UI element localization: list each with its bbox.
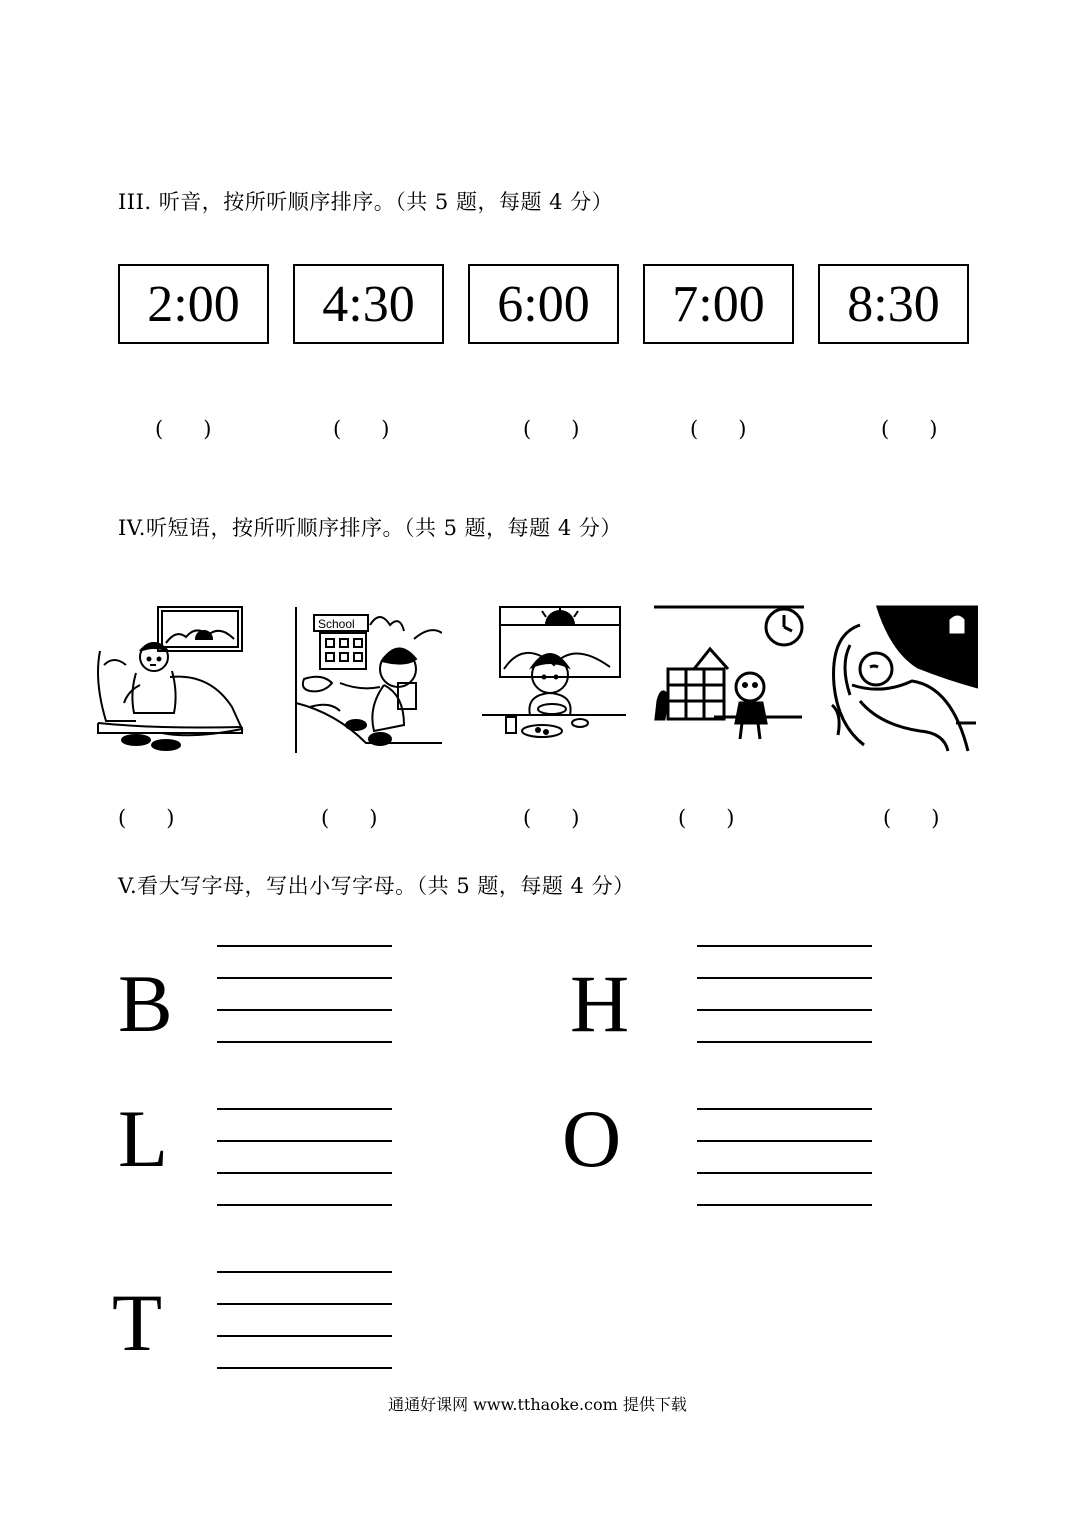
section-3-heading: III. 听音，按所听顺序排序。（共 5 题，每题 4 分） bbox=[118, 190, 614, 214]
section-4-heading: IV.听短语，按所听顺序排序。（共 5 题，每题 4 分） bbox=[118, 516, 622, 540]
footer-text: 通通好课网 www.tthaoke.com 提供下载 bbox=[388, 1395, 687, 1414]
capital-letter-l: L bbox=[118, 1093, 169, 1184]
writing-lines-t[interactable] bbox=[217, 1271, 392, 1399]
time-box-1: 2:00 bbox=[118, 264, 269, 344]
answer-blank-3-4[interactable]: ( ) bbox=[690, 417, 747, 441]
answer-blank-4-1[interactable]: ( ) bbox=[118, 806, 175, 830]
time-box-2: 4:30 bbox=[293, 264, 444, 344]
section-5-heading: V.看大写字母，写出小写字母。（共 5 题，每题 4 分） bbox=[118, 874, 635, 898]
capital-letter-h: H bbox=[570, 958, 630, 1049]
time-box-3: 6:00 bbox=[468, 264, 619, 344]
answer-blank-4-5[interactable]: ( ) bbox=[883, 806, 940, 830]
writing-lines-l[interactable] bbox=[217, 1108, 392, 1236]
answer-blank-3-3[interactable]: ( ) bbox=[523, 417, 580, 441]
picture-have-breakfast bbox=[480, 605, 628, 755]
answer-blank-3-5[interactable]: ( ) bbox=[881, 417, 938, 441]
writing-lines-h[interactable] bbox=[697, 945, 872, 1073]
writing-lines-o[interactable] bbox=[697, 1108, 872, 1236]
answer-blank-4-4[interactable]: ( ) bbox=[678, 806, 735, 830]
answer-blank-3-2[interactable]: ( ) bbox=[333, 417, 390, 441]
writing-lines-b[interactable] bbox=[217, 945, 392, 1073]
time-box-5: 8:30 bbox=[818, 264, 969, 344]
capital-letter-t: T bbox=[112, 1277, 163, 1368]
school-sign-text: School bbox=[318, 617, 355, 631]
picture-go-to-bed bbox=[830, 605, 978, 755]
time-box-4: 7:00 bbox=[643, 264, 794, 344]
answer-blank-4-3[interactable]: ( ) bbox=[523, 806, 580, 830]
picture-get-up bbox=[96, 605, 246, 755]
capital-letter-o: O bbox=[562, 1093, 622, 1184]
capital-letter-b: B bbox=[118, 958, 173, 1049]
answer-blank-3-1[interactable]: ( ) bbox=[155, 417, 212, 441]
picture-go-home bbox=[654, 605, 804, 755]
picture-go-to-school bbox=[294, 605, 442, 755]
answer-blank-4-2[interactable]: ( ) bbox=[321, 806, 378, 830]
